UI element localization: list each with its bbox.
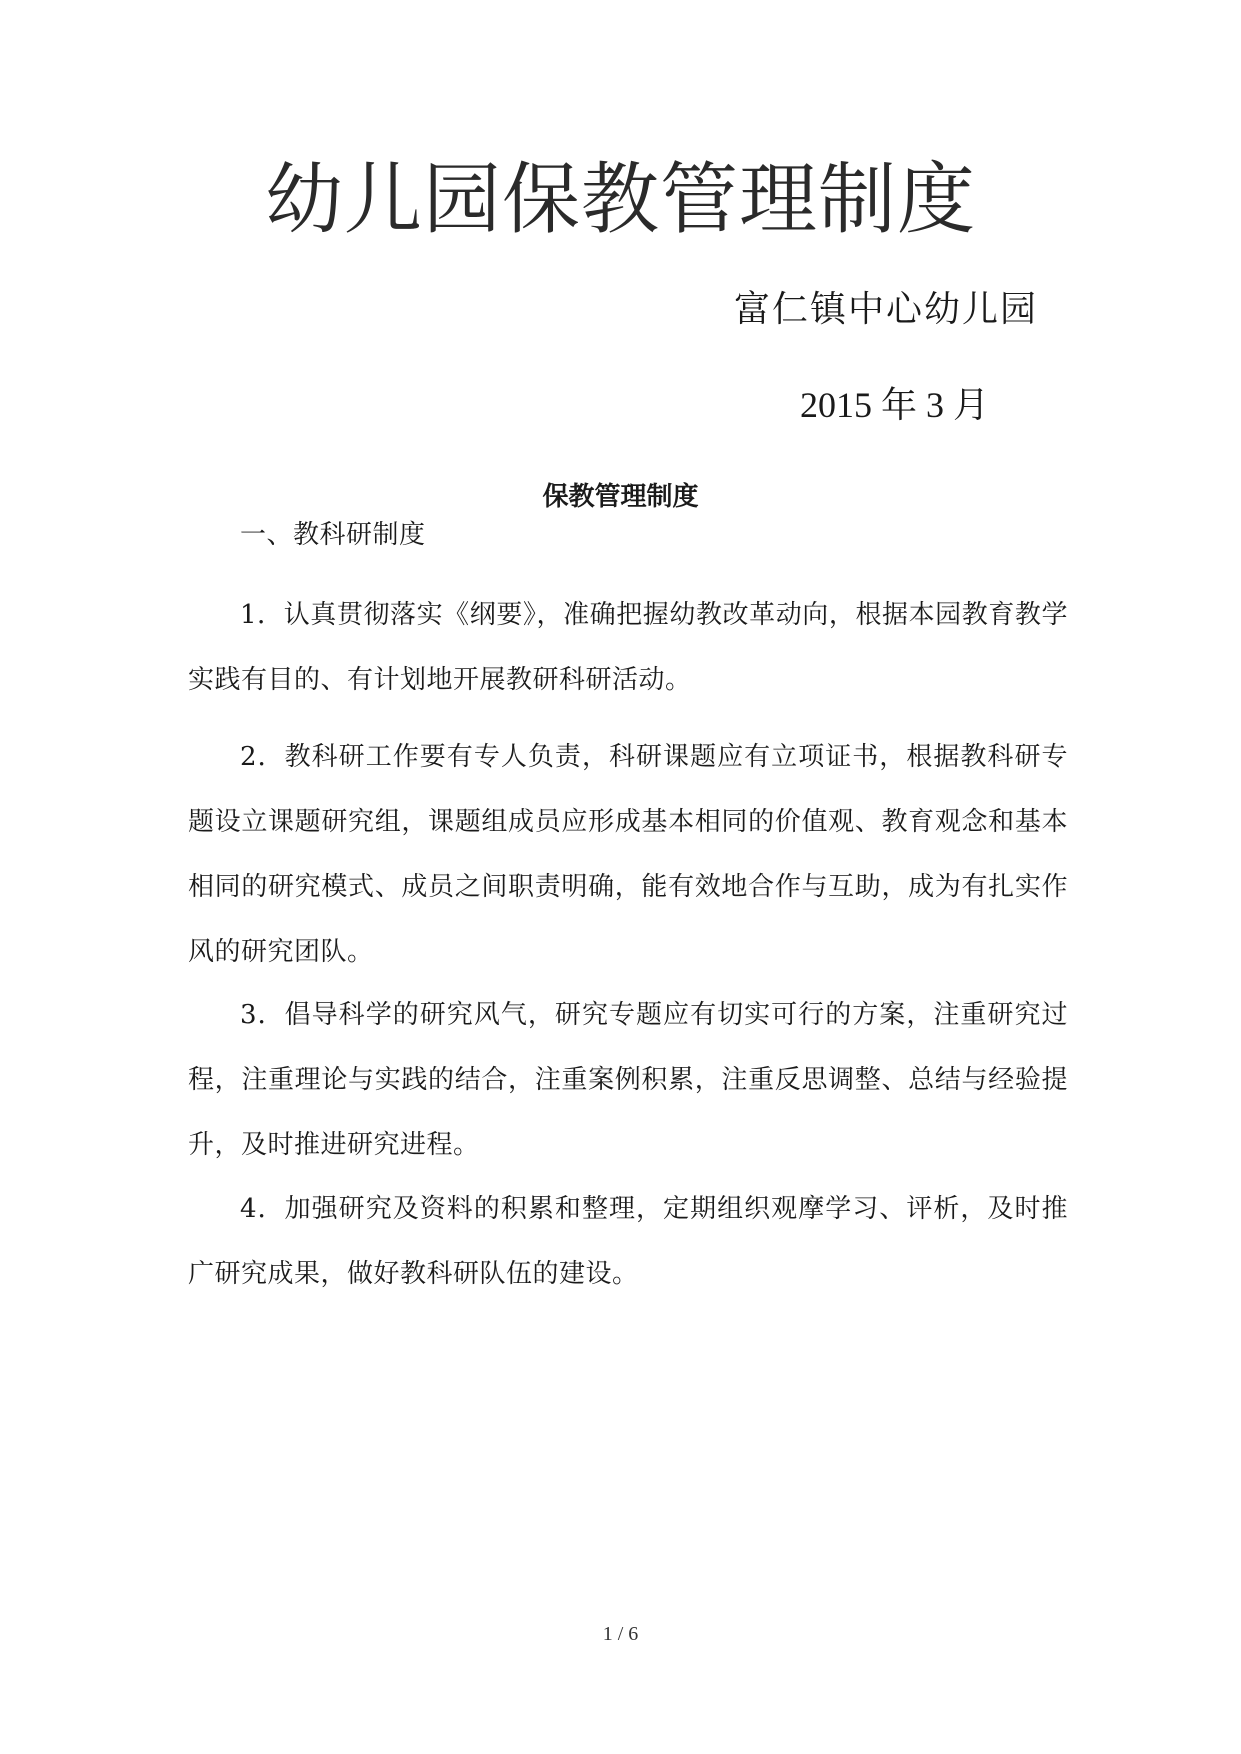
page-number: 1 / 6 xyxy=(602,1623,639,1645)
paragraph-3-block xyxy=(188,983,1068,1178)
section-title: 保教管理制度 xyxy=(542,482,699,512)
paragraph-2-block xyxy=(188,725,1068,985)
paragraph: 2．教科研工作要有专人负责，科研课题应有立项证书，根据教科研专题设立课题研究组，课题组成员应形成基本相同的价值观、教育观念和基本相同的研究模式、成员之间职责明确，能有效地合作与互助，成为有扎实作风的研究团队。 xyxy=(188,742,1068,967)
paragraph-1-block xyxy=(188,583,1068,713)
heading-1-block xyxy=(188,503,1068,568)
paragraph: 1．认真贯彻落实《纲要》，准确把握幼教改革动向，根据本园教育教学实践有目的、有计划地开展教研科研活动。 xyxy=(188,600,1068,695)
document-title: 幼儿园保教管理制度 xyxy=(264,155,976,245)
document-date: 2015 年 3 月 xyxy=(800,385,990,425)
paragraph: 4．加强研究及资料的积累和整理，定期组织观摩学习、评析，及时推广研究成果，做好教科研队伍的建设。 xyxy=(188,1194,1068,1289)
paragraph: 3．倡导科学的研究风气，研究专题应有切实可行的方案，注重研究过程，注重理论与实践的结合，注重案例积累，注重反思调整、总结与经验提升，及时推进研究进程。 xyxy=(188,1000,1068,1160)
organization-name: 富仁镇中心幼儿园 xyxy=(734,289,1039,330)
paragraph-4-block xyxy=(188,1177,1068,1307)
section-heading: 一、教科研制度 xyxy=(240,520,426,550)
